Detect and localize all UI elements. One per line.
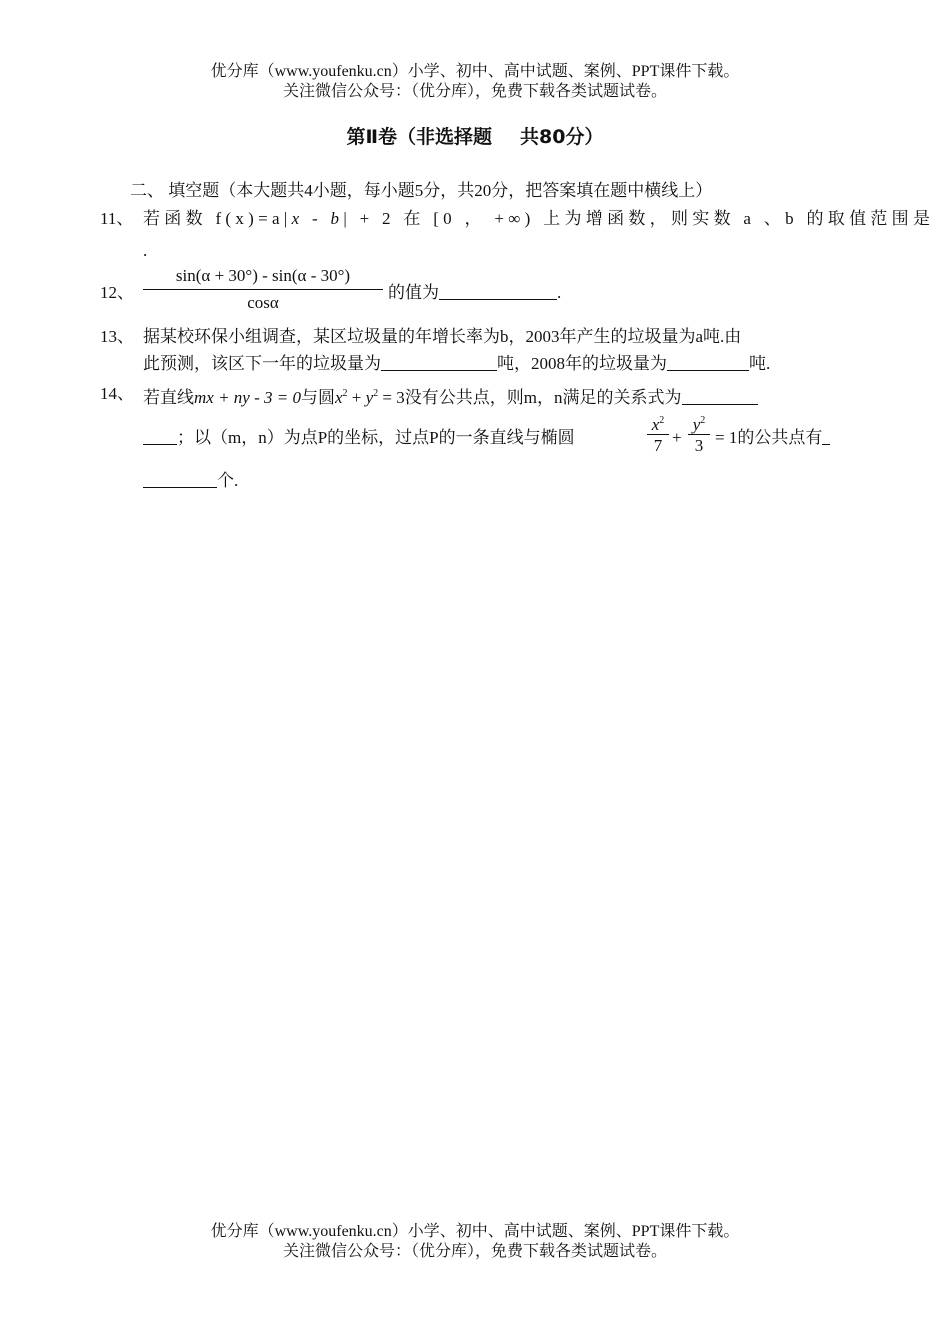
q14-answer-blank-2-cont[interactable]	[143, 471, 217, 488]
q14-circle-equation: $x^2 + y^2 = 3$	[334, 388, 405, 407]
q13-answer-blank-2[interactable]	[667, 354, 749, 371]
q13-number: 13、	[100, 327, 134, 346]
q14-answer-blank-2[interactable]	[822, 428, 830, 445]
q14-number: 14、	[100, 384, 134, 403]
q11-tail: .	[143, 241, 148, 260]
q12-denominator: cosα	[143, 289, 383, 313]
q14-answer-blank-1-cont[interactable]	[143, 428, 177, 445]
header-line-2: 关注微信公众号：（优分库），免费下载各类试题试卷。	[282, 83, 667, 100]
q14-ellipse-frac-x: $\frac{x^2}{7}$	[647, 412, 669, 457]
q11-number: 11、	[100, 209, 134, 228]
q14-line-1: 若直线mx + ny - 3 = 0与圆$x^2 + y^2 = 3$没有公共点，则m，n满足的关系式为	[143, 383, 758, 409]
q14-line-equation: mx + ny - 3 = 0	[194, 388, 301, 407]
footer-line-2: 关注微信公众号：（优分库），免费下载各类试题试卷。	[282, 1243, 667, 1260]
section-title-part-a: 第Ⅱ卷（非选择题	[346, 126, 493, 148]
section-instruction: 二、 填空题（本大题共4小题，每小题5分，共20分，把答案填在题中横线上）	[130, 181, 713, 200]
q13-line-1: 据某校环保小组调查，某区垃圾量的年增长率为b，2003年产生的垃圾量为a吨.由	[143, 327, 742, 346]
q14-line-3: 个.	[143, 470, 238, 492]
q14-ellipse-frac-y: $\frac{y^2}{3}$	[688, 412, 710, 457]
q12-fraction	[143, 266, 383, 313]
q12-numerator: sin(α + 30°) - sin(α - 30°)	[175, 266, 351, 285]
header-line-1: 优分库（www.youfenku.cn）小学、初中、高中试题、案例、PPT课件下载。	[210, 63, 740, 80]
section-title	[0, 122, 950, 149]
section-title-part-b: 共80分）	[520, 126, 604, 148]
q14-ellipse-plus: +	[672, 428, 682, 447]
q12-text: 的值为 .	[388, 283, 562, 302]
q11-text: 若函数 f(x)=a|x - b| + 2 在 [0 ， +∞) 上为增函数，则实数 a 、b 的取值范围是	[143, 209, 935, 228]
q13-line-2: 此预测，该区下一年的垃圾量为 吨，2008年的垃圾量为 吨.	[143, 354, 771, 373]
q14-line-2-start: ；以（m，n）为点P的坐标，过点P的一条直线与椭圆	[143, 427, 575, 449]
q12-answer-blank[interactable]	[439, 283, 557, 300]
q13-answer-blank-1[interactable]	[381, 354, 497, 371]
q14-line-2-end: = 1的公共点有	[715, 427, 830, 449]
q14-answer-blank-1[interactable]	[682, 388, 758, 405]
q12-number: 12、	[100, 283, 134, 302]
footer-line-1: 优分库（www.youfenku.cn）小学、初中、高中试题、案例、PPT课件下载。	[210, 1223, 740, 1240]
